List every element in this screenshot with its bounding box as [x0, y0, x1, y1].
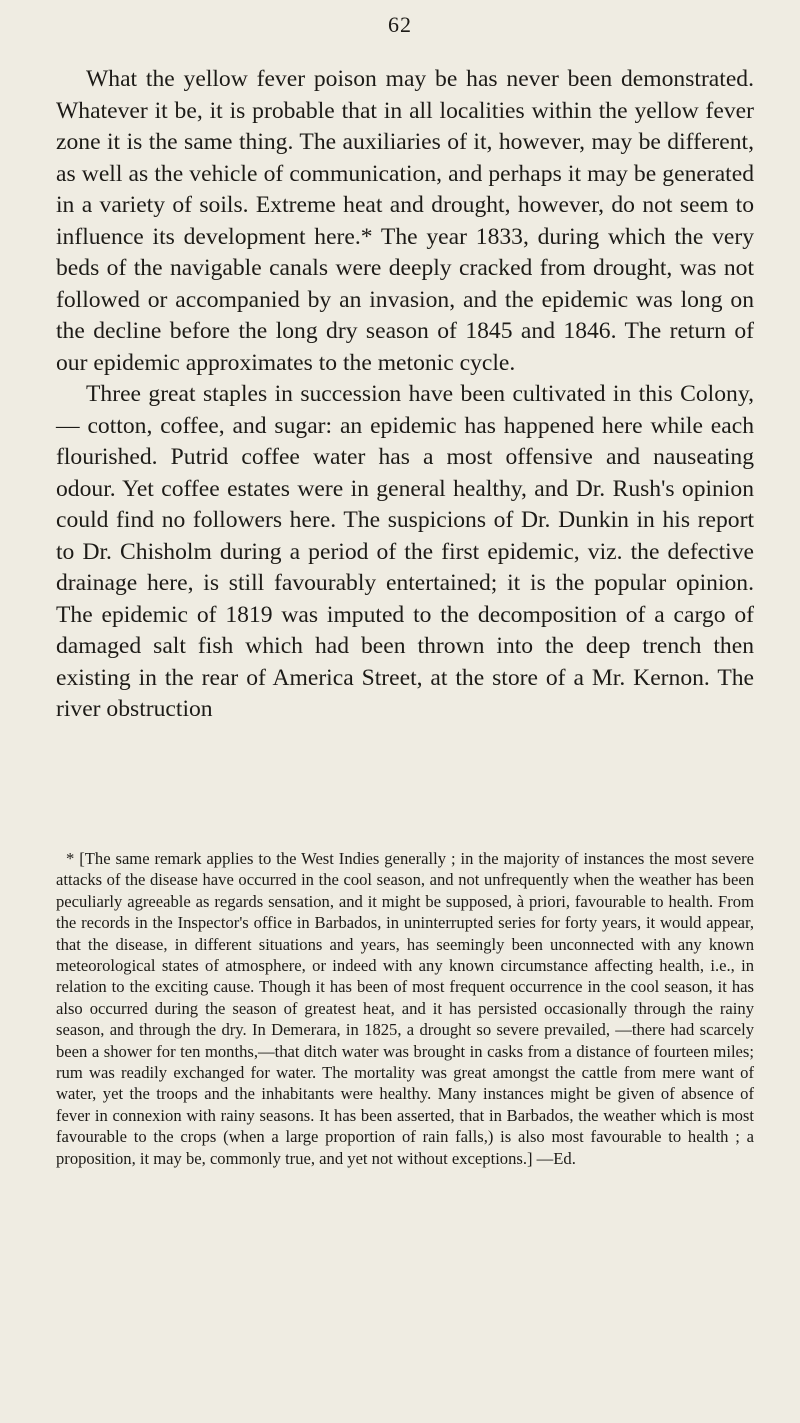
footnote — [56, 848, 754, 1169]
paragraph-three-staples: Three great staples in succession have been cultivated in this Colony, — cotton, coffee, and sugar: an epidemic has happened here while each flourished. Putrid coffee water has a most offensive and nauseating odour. Yet coffee estates were in general healthy, and Dr. Rush's opinion could find no followers here. The suspicions of Dr. Dunkin in his report to Dr. Chisholm during a period of the first epidemic, viz. the defective drainage here, is still favourably entertained; it is the popular opinion. The epidemic of 1819 was imputed to the decomposition of a cargo of damaged salt fish which had been thrown into the deep trench then existing in the rear of America Street, at the store of a Mr. Kernon. The river obstruction — [56, 381, 754, 722]
footnote-text: * [The same remark applies to the West Indies generally ; in the majority of instances the most severe attacks of the disease have occurred in the cool season, and not unfrequently when the weather has been peculiarly agreeable as regards sensation, and it might be supposed, à priori, favourable to health. From the records in the Inspector's office in Barbados, in uninterrupted series for forty years, it would appear, that the disease, in different situations and years, has seemingly been unconnected with any known meteorological states of atmosphere, or indeed with any known circumstance affecting health, i.e., in relation to the exciting cause. Though it has been of most frequent occurrence in the cool season, it has also occurred during the season of greatest heat, and it has persisted occasionally through the rainy season, and through the dry. In Demerara, in 1825, a drought so severe prevailed, —there had scarcely been a shower for ten months,—that ditch water was brought in casks from a distance of fourteen miles; rum was readily exchanged for water. The mortality was great amongst the cattle from mere want of water, yet the troops and the inhabitants were healthy. Many instances might be given of absence of fever in connexion with rainy seasons. It has been asserted, that in Barbados, the weather which is most favourable to the crops (when a large proportion of rain falls,) is also most favourable to health ; a proposition, it may be, commonly true, and yet not without exceptions.] —Ed. — [56, 849, 754, 1168]
page-number: 62 — [388, 12, 412, 37]
paragraph-yellow-fever-poison: What the yellow fever poison may be has never been demonstrated. Whatever it be, it is probable that in all localities within the yellow fever zone it is the same thing. The auxiliaries of it, however, may be different, as well as the vehicle of communication, and perhaps it may be generated in a variety of soils. Extreme heat and drought, however, do not seem to influence its development here.* The year 1833, during which the very beds of the navigable canals were deeply cracked from drought, was not followed or accompanied by an invasion, and the epidemic was long on the decline before the long dry season of 1845 and 1846. The return of our epidemic approximates to the metonic cycle. — [56, 66, 754, 376]
body-text — [56, 64, 754, 726]
